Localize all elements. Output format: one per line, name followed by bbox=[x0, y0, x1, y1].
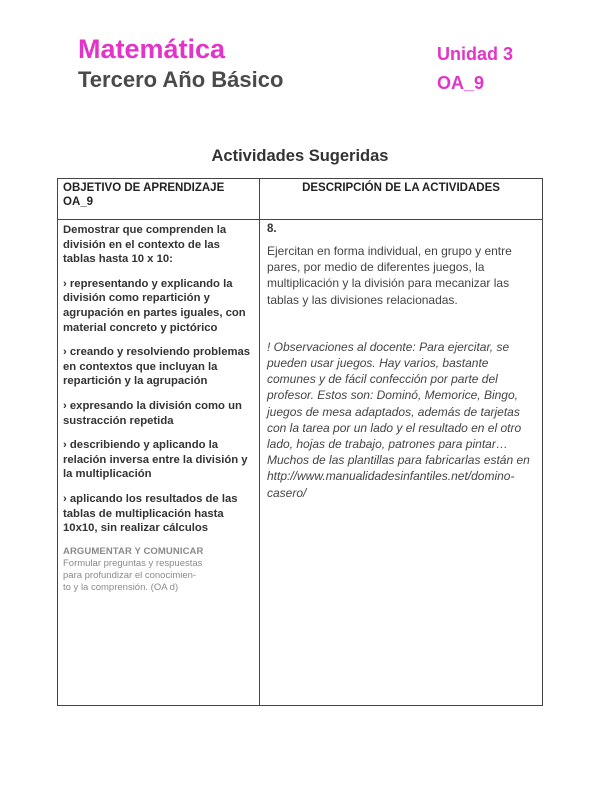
skill-line: Formular preguntas y respuestas bbox=[63, 557, 203, 569]
objective-intro: Demostrar que comprenden la división en el contexto de las tablas hasta 10 x 10: bbox=[63, 224, 227, 266]
activity-description: Ejercitan en forma individual, en grupo y entre pares, por medio de diferentes juegos, la multiplicación y la división para mecanizar las tablas y las divisiones relacionadas. bbox=[267, 244, 512, 307]
skill-line: para profundizar el conocimien- bbox=[63, 569, 197, 581]
subject-title: Matemática bbox=[78, 34, 226, 64]
teacher-note-link[interactable]: http://www.manualidadesinfantiles.net/domino-casero/ bbox=[267, 469, 515, 500]
description-cell bbox=[260, 220, 543, 706]
unit-label: Unidad 3 bbox=[437, 44, 514, 64]
table-body-row bbox=[58, 220, 543, 706]
objective-column-header: OBJETIVO DE APRENDIZAJE OA_9 bbox=[58, 179, 260, 220]
table-header-row bbox=[58, 179, 543, 220]
objective-item: › aplicando los resultados de las tablas de multiplicación hasta 10x10, sin realizar cálculos bbox=[63, 492, 238, 535]
objective-item: › expresando la división como un sustracción repetida bbox=[63, 399, 242, 427]
section-title: Actividades Sugeridas bbox=[211, 147, 389, 165]
activities-table bbox=[57, 178, 543, 706]
objective-item: › representando y explicando la división como repartición y agrupación en partes iguales, con material concreto y pictórico bbox=[63, 277, 246, 334]
objective-code: OA_9 bbox=[437, 73, 485, 93]
skill-title: ARGUMENTAR Y COMUNICAR bbox=[63, 545, 204, 557]
skill-line: to y la comprensión. (OA d) bbox=[63, 581, 179, 593]
description-column-header: DESCRIPCIÓN DE LA ACTIVIDADES bbox=[260, 179, 543, 220]
grade-title: Tercero Año Básico bbox=[78, 67, 284, 92]
activity-number: 8. bbox=[267, 223, 277, 235]
objectives-cell bbox=[58, 220, 260, 706]
objective-item: › describiendo y aplicando la relación inversa entre la división y la multiplicación bbox=[63, 439, 248, 481]
teacher-note-text: ! Observaciones al docente: Para ejercitar, se pueden usar juegos. Hay varios, bastante comunes y de fácil confección por parte del profesor. Estos son: Dominó, Memorice, Bingo, juegos de mesa adaptados, además de tarjetas con la tarea por un lado y el resultado en el otro lado, hojas de trabajo, patrones para pintar… Muchos de las plantillas para fabricarlas están en bbox=[267, 339, 530, 468]
objective-item: › creando y resolviendo problemas en contextos que incluyan la repartición y la agrupación bbox=[63, 346, 251, 388]
teacher-note bbox=[267, 339, 536, 501]
